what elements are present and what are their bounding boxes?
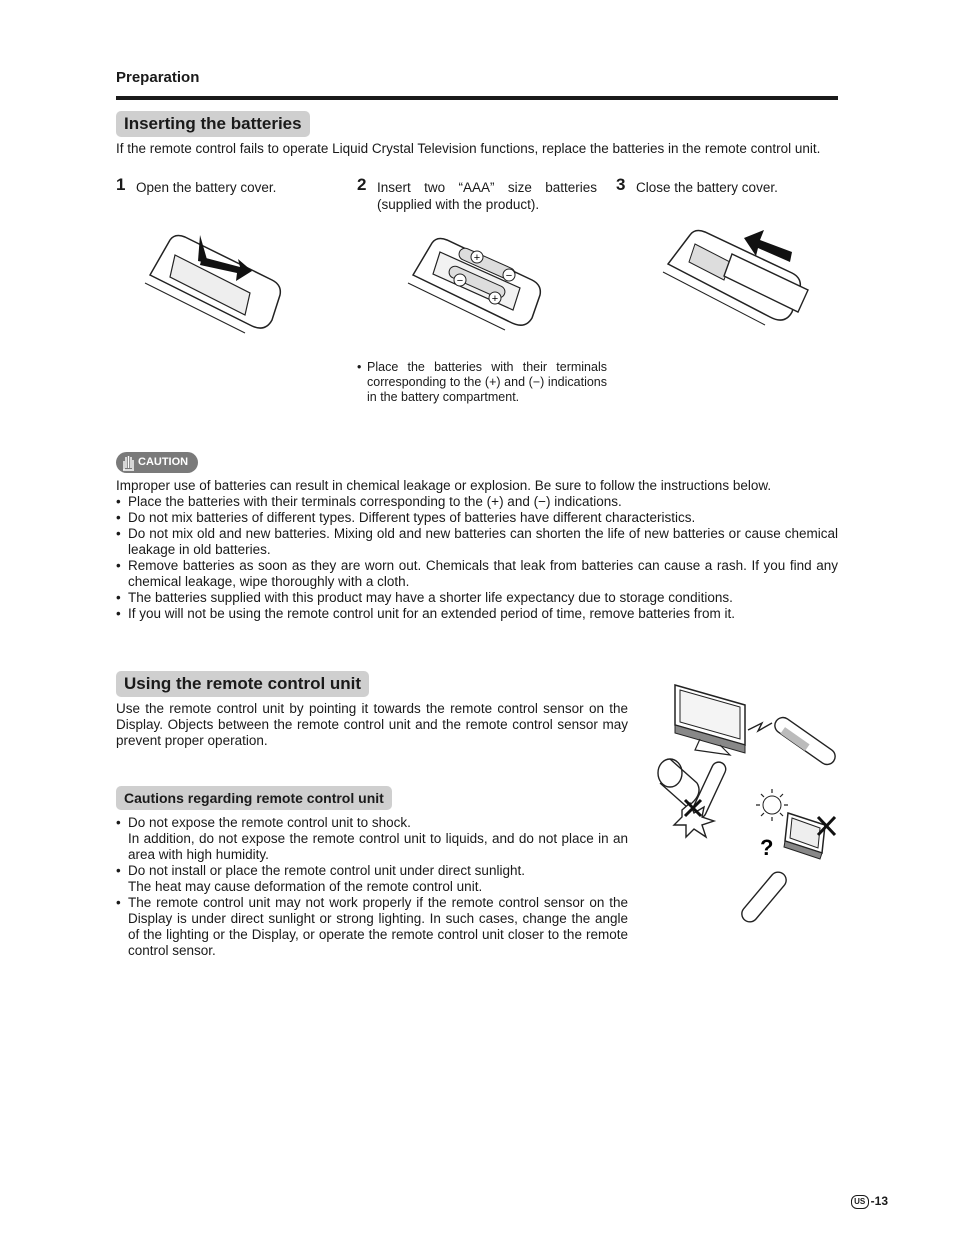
battery-note-text: Place the batteries with their terminals corresponding to the (+) and (−) indications in the battery compartment.	[367, 360, 607, 404]
caution-badge-text: CAUTION	[138, 456, 189, 468]
caution-item: • Do not mix old and new batteries. Mixing old and new batteries can shorten the life of new batteries or cause chemical leakage in old batteries.	[116, 526, 838, 558]
page-number	[851, 1194, 888, 1209]
inserting-batteries-heading: Inserting the batteries	[116, 111, 310, 137]
remote-caution-main: • The remote control unit may not work properly if the remote control sensor on the Display is under direct sunlight or strong lighting. In such cases, change the angle of the lighting or the Display, or operate the remote control unit closer to the remote control sensor.	[128, 895, 628, 958]
battery-plus-mark-2: +	[491, 293, 499, 305]
header-rule	[116, 96, 838, 100]
step-3-text: Close the battery cover.	[636, 180, 778, 195]
inserting-intro: If the remote control fails to operate Liquid Crystal Television functions, replace the batteries in the remote control unit.	[116, 141, 821, 156]
step-1	[116, 175, 331, 219]
close-cover-illustration	[660, 222, 810, 332]
caution-badge	[116, 452, 198, 473]
caution-item: • Do not mix batteries of different types. Different types of batteries have different characteristics.	[116, 510, 838, 526]
caution-item: • Place the batteries with their terminals corresponding to the (+) and (−) indications.	[116, 494, 838, 510]
battery-note	[357, 360, 607, 405]
cautions-remote-heading: Cautions regarding remote control unit	[116, 786, 392, 810]
remote-cautions-list	[116, 815, 628, 959]
step-2	[357, 175, 597, 219]
us-region-icon: US	[851, 1195, 869, 1209]
remote-caution-main: • Do not expose the remote control unit to shock.	[128, 815, 411, 830]
open-cover-illustration	[140, 225, 290, 340]
step-2-number: 2	[357, 175, 367, 194]
caution-intro: Improper use of batteries can result in chemical leakage or explosion. Be sure to follow the instructions below.	[116, 478, 772, 493]
shock-warning-illustration	[652, 755, 737, 840]
battery-note-bullet: •	[357, 360, 362, 374]
step-3-number: 3	[616, 175, 626, 194]
using-remote-heading: Using the remote control unit	[116, 671, 369, 697]
page-number-text: -13	[870, 1194, 888, 1208]
step-1-text: Open the battery cover.	[136, 180, 277, 195]
remote-caution-extra: In addition, do not expose the remote control unit to liquids, and do not place in an area with high humidity.	[128, 831, 628, 862]
insert-batteries-illustration	[405, 230, 550, 335]
sunlight-warning-illustration	[740, 785, 840, 925]
battery-minus-mark-1: −	[505, 270, 513, 282]
step-1-number: 1	[116, 175, 126, 194]
step-2-text: Insert two “AAA” size batteries (supplied with the product).	[377, 180, 597, 212]
remote-caution-item	[116, 815, 628, 863]
battery-minus-mark-2: −	[456, 275, 464, 287]
remote-caution-extra: The heat may cause deformation of the remote control unit.	[128, 879, 483, 894]
caution-item: • Remove batteries as soon as they are worn out. Chemicals that leak from batteries can cause a rash. If you find any chemical leakage, wipe thoroughly with a cloth.	[116, 558, 838, 590]
remote-caution-item	[116, 895, 628, 959]
remote-caution-item	[116, 863, 628, 895]
using-remote-intro: Use the remote control unit by pointing it towards the remote control sensor on the Display. Objects between the remote control unit and the remote control sensor may prevent proper operation.	[116, 701, 628, 748]
hand-icon	[120, 454, 137, 471]
caution-item: • If you will not be using the remote control unit for an extended period of time, remove batteries from it.	[116, 606, 838, 622]
caution-list	[116, 494, 838, 622]
section-label: Preparation	[116, 69, 200, 86]
caution-item: • The batteries supplied with this product may have a shorter life expectancy due to storage conditions.	[116, 590, 838, 606]
question-mark-icon: ?	[760, 835, 774, 860]
step-3	[616, 175, 838, 219]
remote-caution-main: • Do not install or place the remote control unit under direct sunlight.	[128, 863, 525, 878]
battery-plus-mark-1: +	[473, 252, 481, 264]
